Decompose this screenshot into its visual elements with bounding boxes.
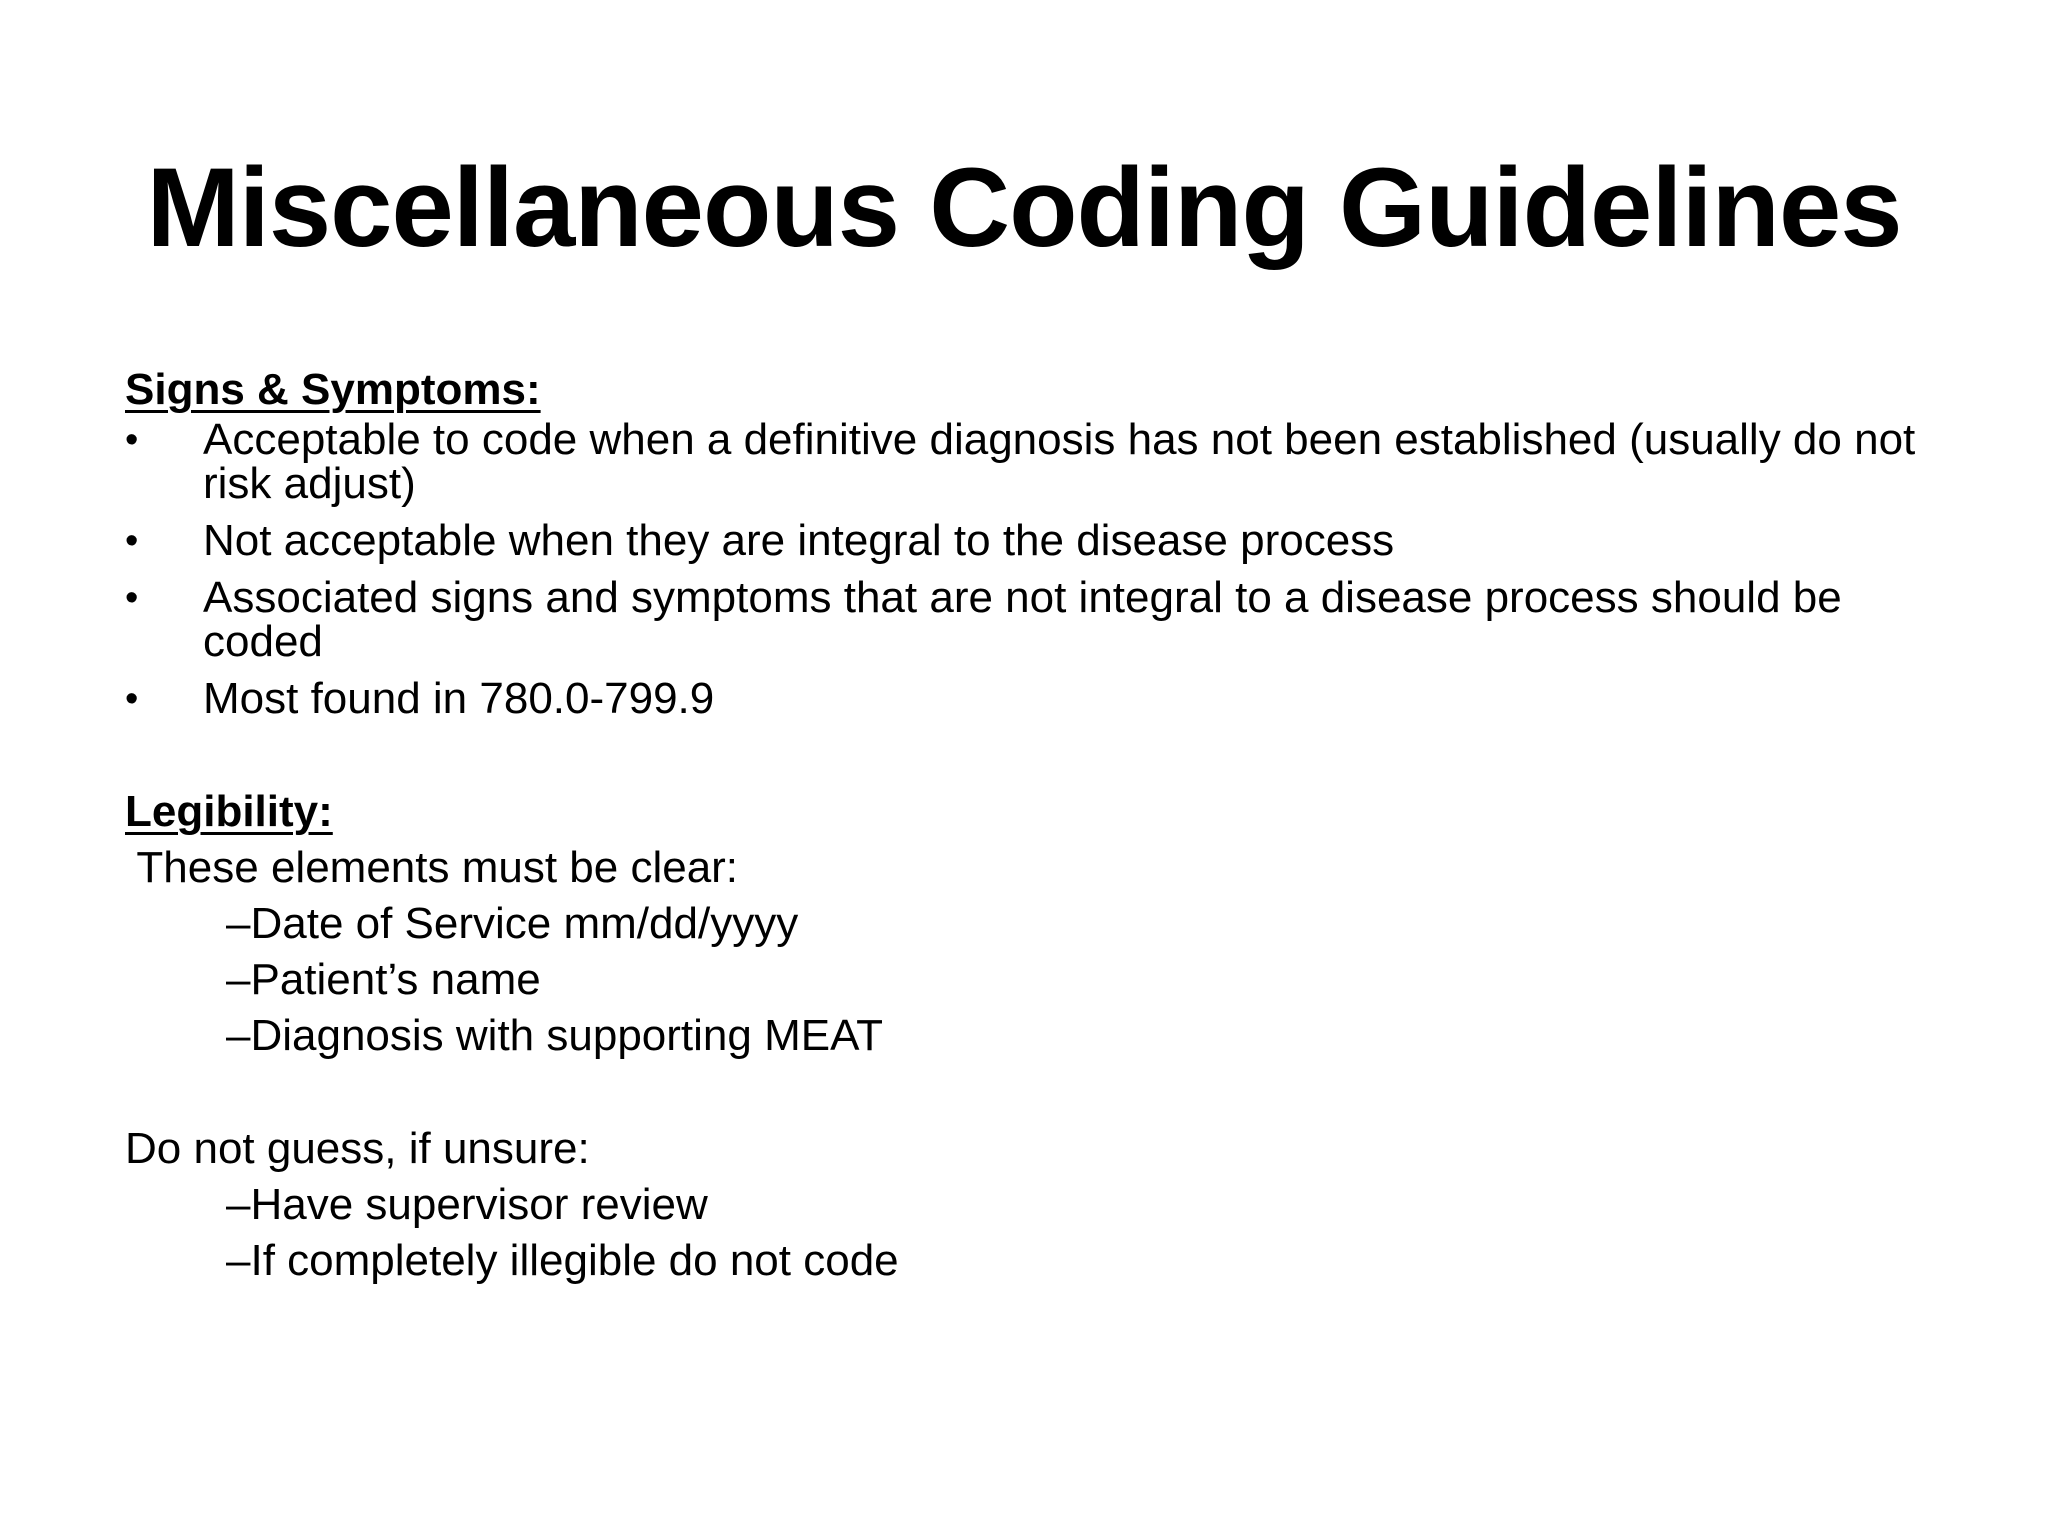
guess-item: –Have supervisor review bbox=[226, 1180, 708, 1229]
bullet-text: Acceptable to code when a definitive diagnosis has not been established (usually do not risk adjust) bbox=[203, 415, 1916, 508]
legibility-heading: Legibility: bbox=[125, 787, 333, 836]
list-item bbox=[125, 674, 1925, 723]
legibility-item: –Date of Service mm/dd/yyyy bbox=[226, 899, 799, 948]
slide-title: Miscellaneous Coding Guidelines bbox=[146, 145, 1902, 270]
bullet-icon: • bbox=[125, 419, 139, 461]
spacer bbox=[125, 1064, 1925, 1121]
guess-intro: Do not guess, if unsure: bbox=[125, 1124, 590, 1173]
signs-symptoms-list bbox=[125, 415, 1925, 723]
signs-symptoms-heading: Signs & Symptoms: bbox=[125, 365, 541, 414]
bullet-icon: • bbox=[125, 520, 139, 562]
bullet-icon: • bbox=[125, 577, 139, 619]
legibility-item: –Diagnosis with supporting MEAT bbox=[226, 1011, 884, 1060]
bullet-text: Not acceptable when they are integral to the disease process bbox=[203, 516, 1395, 565]
list-item bbox=[125, 415, 1925, 508]
legibility-intro: These elements must be clear: bbox=[125, 843, 739, 892]
spacer bbox=[125, 734, 1925, 784]
list-item bbox=[125, 573, 1925, 666]
bullet-text: Associated signs and symptoms that are not integral to a disease process should be coded bbox=[203, 573, 1842, 666]
bullet-text: Most found in 780.0-799.9 bbox=[203, 674, 715, 723]
bullet-icon: • bbox=[125, 678, 139, 720]
list-item bbox=[125, 516, 1925, 565]
slide-body bbox=[125, 362, 1925, 1289]
legibility-item: –Patient’s name bbox=[226, 955, 541, 1004]
guess-item: –If completely illegible do not code bbox=[226, 1236, 899, 1285]
